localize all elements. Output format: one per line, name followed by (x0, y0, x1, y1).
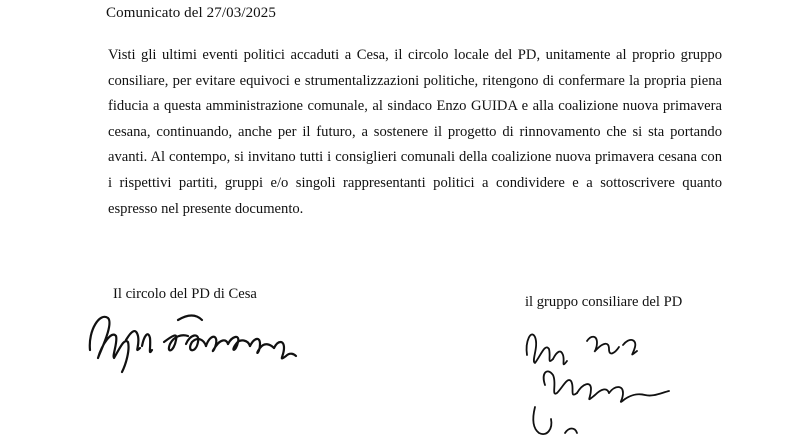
right-signatory-label: il gruppo consiliare del PD (525, 294, 683, 310)
right-handwritten-signature (505, 315, 675, 445)
document-body: Visti gli ultimi eventi politici accaduti a Cesa, il circolo locale del PD, unitamente al proprio gruppo consiliare, per evitare equivoci e strumentalizzazioni politiche, ritengono di confermare la propria piena fiducia a questa amministrazione comunale, al sindaco Enzo GUIDA e alla coalizione nuova primavera cesana, continuando, anche per il futuro, a sostenere il progetto di rinnovamento che si sta portando avanti. Al contempo, si invitano tutti i consiglieri comunali della coalizione nuova primavera cesana con i rispettivi partiti, gruppi e/o singoli rappresentanti politici a condividere e a sottoscrivere quanto espresso nel presente documento. (108, 47, 722, 217)
left-handwritten-signature (78, 300, 298, 380)
document-date: Comunicato del 27/03/2025 (106, 5, 276, 21)
left-signatory-label: Il circolo del PD di Cesa (113, 286, 257, 302)
